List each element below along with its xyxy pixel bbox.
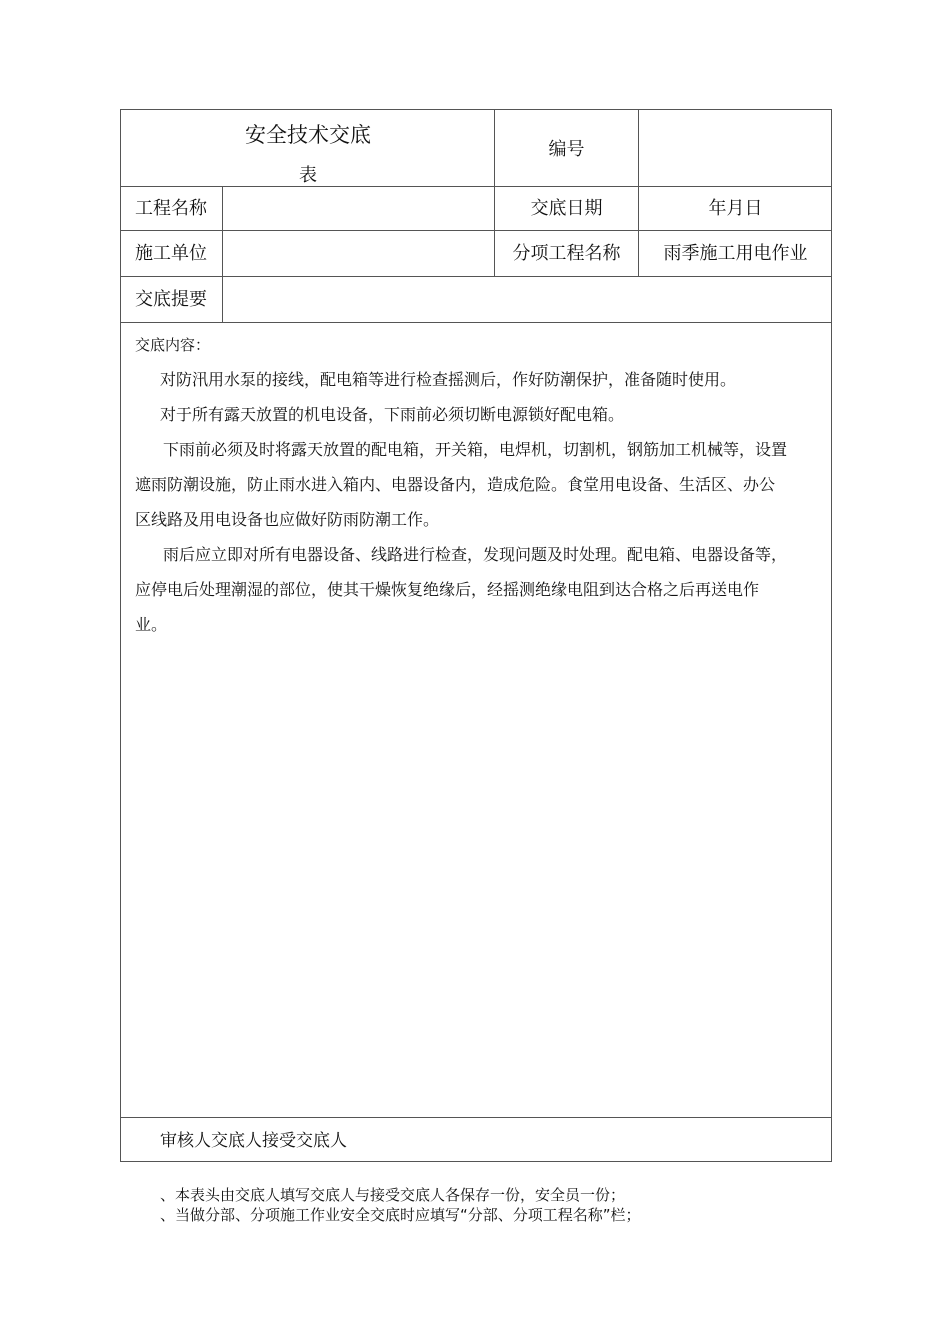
content-line: 对防汛用水泵的接线，配电箱等进行检查摇测后，作好防潮保护，准备随时使用。 <box>160 370 737 389</box>
content-line: 区线路及用电设备也应做好防雨防潮工作。 <box>135 510 440 529</box>
content-line: 遮雨防潮设施，防止雨水进入箱内、电器设备内，造成危险。食堂用电设备、生活区、办公 <box>135 475 776 494</box>
disclosure-form <box>120 109 832 1162</box>
construction-unit-label: 施工单位 <box>135 243 207 264</box>
column-divider <box>222 186 223 322</box>
row-divider <box>121 322 831 323</box>
content-line: 应停电后处理潮湿的部位，使其干燥恢复绝缘后，经摇测绝缘电阻到达合格之后再送电作 <box>135 580 760 599</box>
form-title-suffix: 表 <box>299 165 317 186</box>
content-line: 雨后应立即对所有电器设备、线路进行检查，发现问题及时处理。配电箱、电器设备等， <box>163 545 788 564</box>
summary-value[interactable] <box>233 289 823 311</box>
content-line: 业。 <box>135 615 168 634</box>
content-line: 下雨前必须及时将露天放置的配电箱，开关箱，电焊机，切割机，钢筋加工机械等，设置 <box>163 440 788 459</box>
note-line: 、当做分部、分项施工作业安全交底时应填写“分部、分项工程名称”栏； <box>160 1206 641 1224</box>
content-line: 对于所有露天放置的机电设备，下雨前必须切断电源锁好配电箱。 <box>160 405 625 424</box>
row-divider <box>121 1117 831 1118</box>
date-label: 交底日期 <box>530 198 603 219</box>
project-name-value[interactable] <box>233 198 483 220</box>
date-value[interactable]: 年月日 <box>708 198 763 219</box>
row-divider <box>121 230 831 231</box>
note-line: 、本表头由交底人填写交底人与接受交底人各保存一份，安全员一份； <box>160 1186 626 1204</box>
content-heading: 交底内容： <box>135 336 211 354</box>
form-title: 安全技术交底 <box>245 123 371 147</box>
number-value[interactable] <box>639 139 832 161</box>
construction-unit-value[interactable] <box>233 243 483 265</box>
subproject-value[interactable]: 雨季施工用电作业 <box>663 243 808 264</box>
number-label: 编号 <box>548 139 585 160</box>
summary-label: 交底提要 <box>135 289 207 310</box>
row-divider <box>121 276 831 277</box>
project-name-label: 工程名称 <box>135 198 207 219</box>
signature-row: 审核人交底人接受交底人 <box>160 1131 347 1151</box>
subproject-label: 分项工程名称 <box>512 243 621 264</box>
